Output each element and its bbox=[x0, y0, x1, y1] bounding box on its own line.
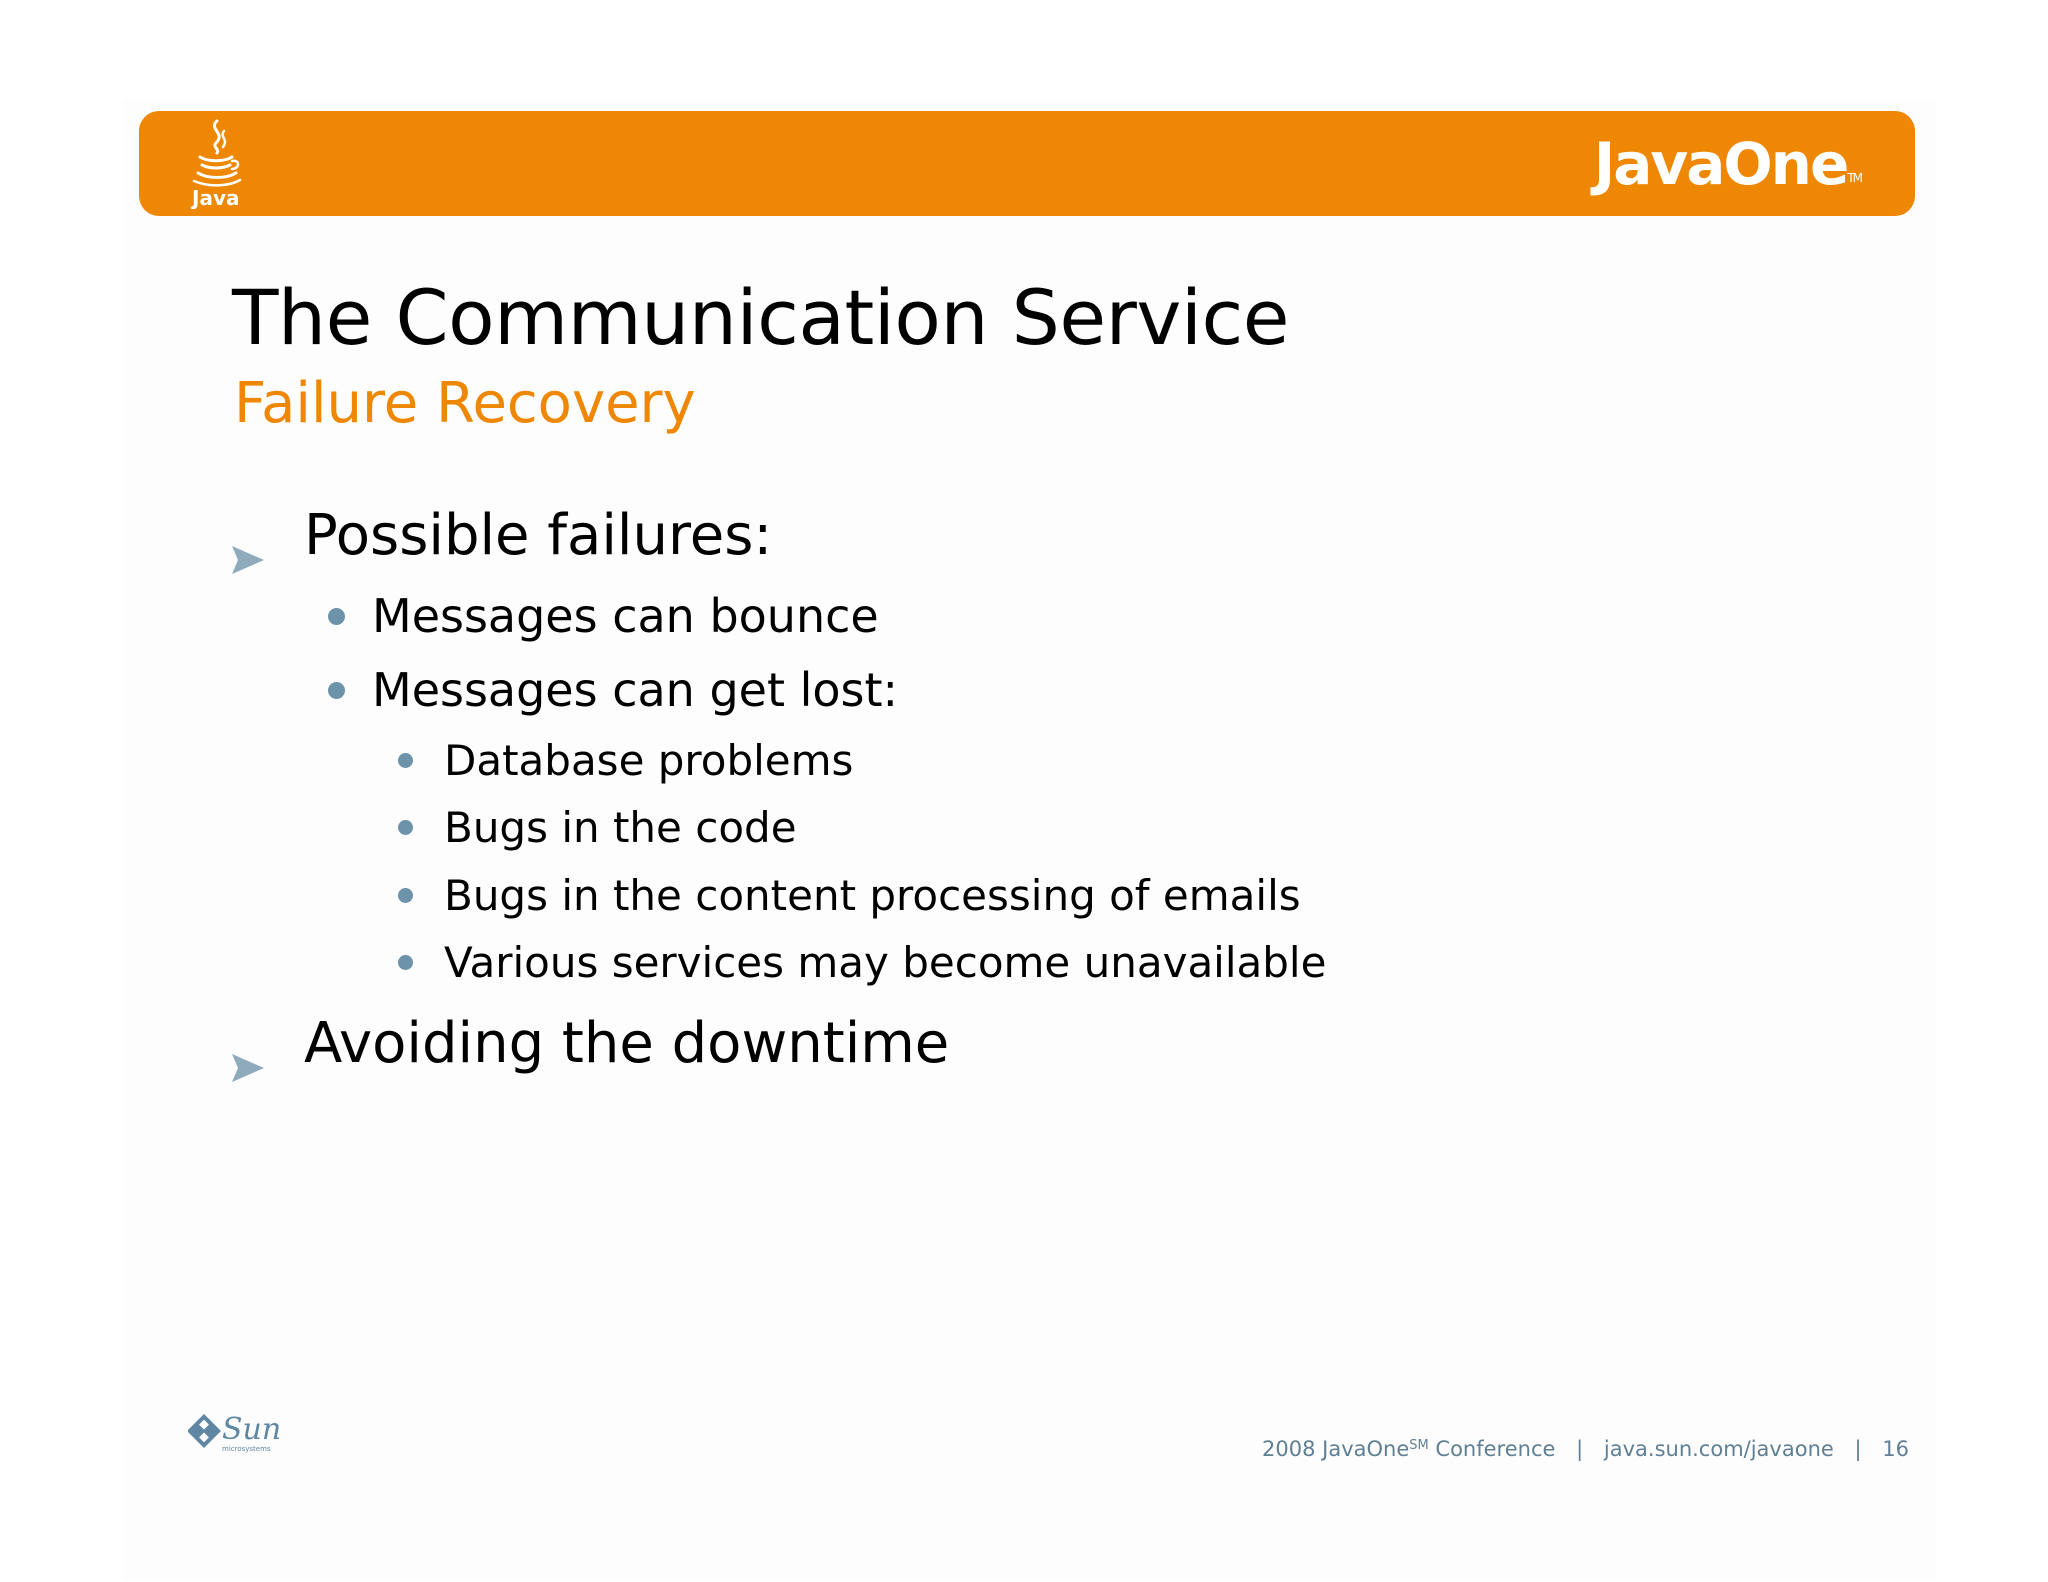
bullet-level2-text: Messages can get lost: bbox=[372, 663, 899, 717]
chevron-arrow-icon bbox=[232, 1030, 264, 1062]
footer-url: java.sun.com/javaone bbox=[1603, 1437, 1834, 1461]
bullet-level3-text: Various services may become unavailable bbox=[444, 938, 1327, 987]
bullet-level1-text: Avoiding the downtime bbox=[304, 1011, 950, 1076]
dot-bullet-icon bbox=[398, 955, 413, 970]
slide-footer bbox=[1262, 1434, 1909, 1464]
java-logo-text: Java bbox=[192, 186, 240, 209]
sun-logo-subtext: microsystems bbox=[222, 1445, 271, 1453]
javaone-logo bbox=[1594, 126, 1861, 202]
dot-bullet-icon bbox=[328, 608, 345, 625]
footer-separator: | bbox=[1854, 1437, 1862, 1461]
footer-conference-suffix: Conference bbox=[1435, 1437, 1556, 1461]
footer-separator: | bbox=[1576, 1437, 1584, 1461]
dot-bullet-icon bbox=[398, 820, 413, 835]
dot-bullet-icon bbox=[398, 753, 413, 768]
sun-microsystems-logo-icon bbox=[188, 1411, 280, 1455]
slide-title: The Communication Service bbox=[232, 273, 1290, 362]
chevron-arrow-icon bbox=[232, 522, 264, 554]
footer-conference-mark: SM bbox=[1409, 1438, 1429, 1453]
javaone-logo-mark: TM bbox=[1847, 171, 1861, 185]
bullet-level1-text: Possible failures: bbox=[304, 503, 773, 568]
page-number: 16 bbox=[1882, 1437, 1909, 1461]
java-logo-icon bbox=[186, 117, 246, 209]
bullet-level2-text: Messages can bounce bbox=[372, 589, 879, 643]
sun-logo-text: Sun bbox=[222, 1412, 280, 1447]
dot-bullet-icon bbox=[398, 888, 413, 903]
bullet-level3-text: Database problems bbox=[444, 736, 854, 785]
footer-conference-prefix: 2008 JavaOne bbox=[1262, 1437, 1410, 1461]
javaone-logo-text: JavaOne bbox=[1593, 130, 1848, 198]
slide-subtitle: Failure Recovery bbox=[234, 371, 696, 436]
bullet-level3-text: Bugs in the code bbox=[444, 803, 797, 852]
bullet-level3-text: Bugs in the content processing of emails bbox=[444, 871, 1301, 920]
dot-bullet-icon bbox=[328, 682, 345, 699]
